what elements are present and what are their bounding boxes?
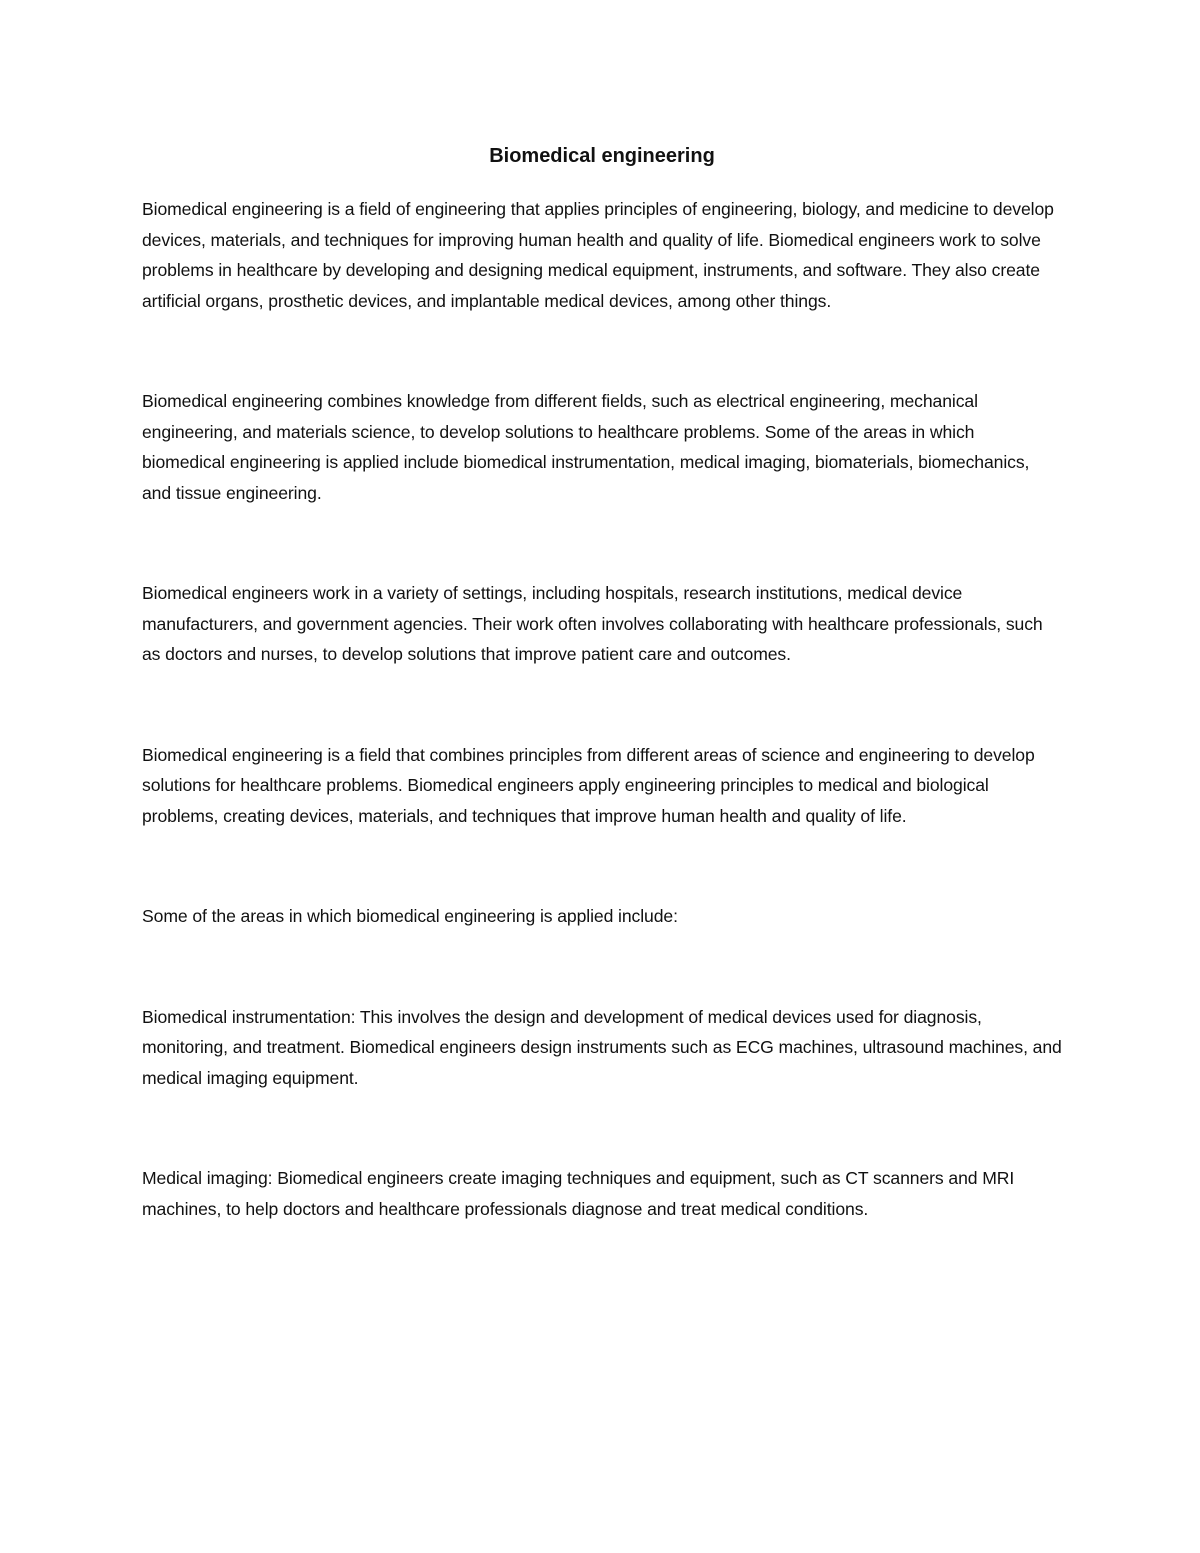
document-body	[142, 140, 1062, 1224]
paragraph-areas-intro: Some of the areas in which biomedical engineering is applied include:	[142, 906, 678, 926]
paragraph-instrumentation: Biomedical instrumentation: This involves the design and development of medical devices used for diagnosis, monitoring, and treatment. Biomedical engineers design instruments such as ECG machines, ultrasound machines, and medical imaging equipment.	[142, 1006, 1062, 1088]
paragraph-medical-imaging: Medical imaging: Biomedical engineers create imaging techniques and equipment, such as CT scanners and MRI machines, to help doctors and healthcare professionals diagnose and treat medical conditions.	[142, 1168, 1015, 1219]
paragraph-intro: Biomedical engineering is a field of engineering that applies principles of engineering, biology, and medicine to develop devices, materials, and techniques for improving human health and quality of life. Biomedical engineers work to solve problems in healthcare by developing and designing medical equipment, instruments, and software. They also create artificial organs, prosthetic devices, and implantable medical devices, among other things.	[142, 199, 1054, 311]
paragraph-principles: Biomedical engineering is a field that combines principles from different areas of science and engineering to develop solutions for healthcare problems. Biomedical engineers apply engineering principles to medical and biological problems, creating devices, materials, and techniques that improve human health and quality of life.	[142, 744, 1035, 826]
document-title: Biomedical engineering	[489, 145, 715, 167]
paragraph-settings: Biomedical engineers work in a variety of settings, including hospitals, research institutions, medical device manufacturers, and government agencies. Their work often involves collaborating with healthcare professionals, such as doctors and nurses, to develop solutions that improve patient care and outcomes.	[142, 583, 1043, 664]
paragraph-fields: Biomedical engineering combines knowledge from different fields, such as electrical engineering, mechanical engineering, and materials science, to develop solutions to healthcare problems. Some of the areas in which biomedical engineering is applied include biomedical instrumentation, medical imaging, biomaterials, biomechanics, and tissue engineering.	[142, 391, 1030, 503]
